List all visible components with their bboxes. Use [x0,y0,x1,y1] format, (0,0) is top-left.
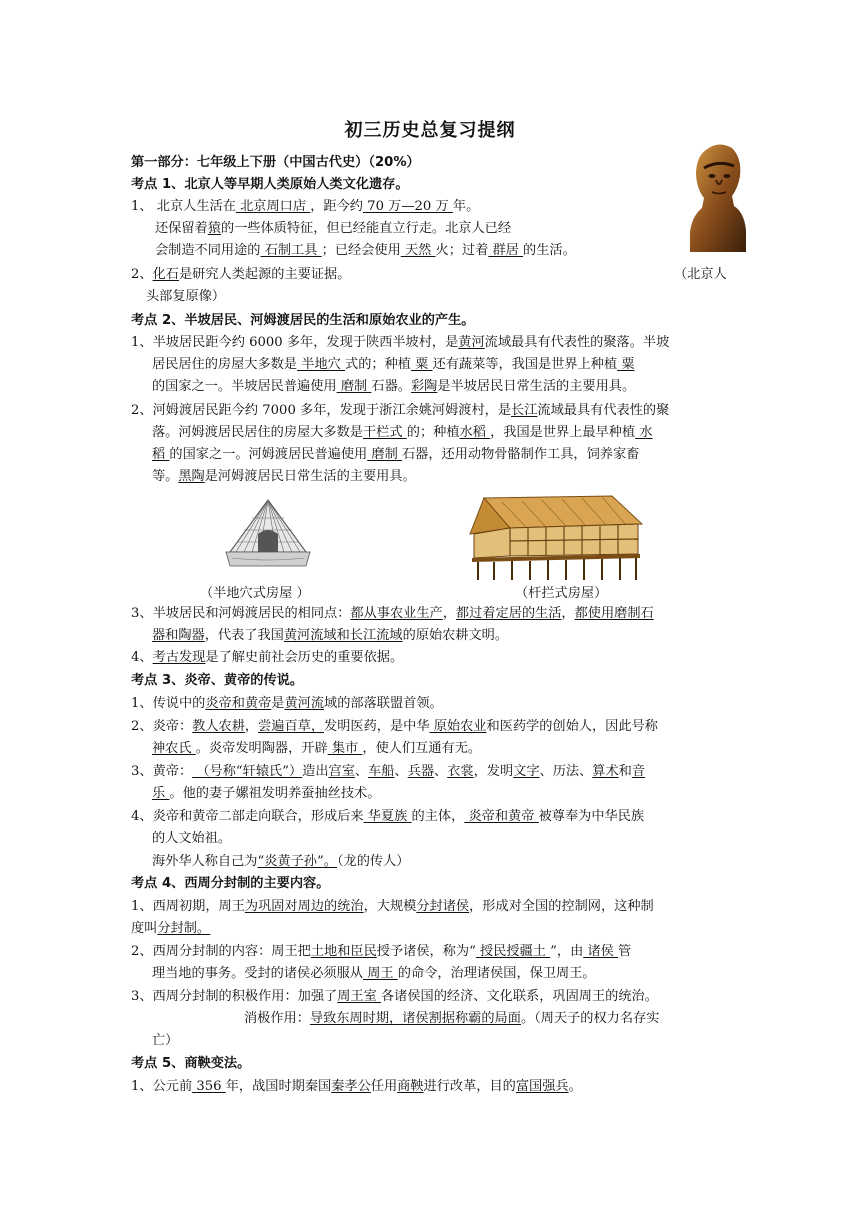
blank-answer: 导致东周时期，诸侯割据称霸的局面 [309,1011,521,1026]
kd2-p2-line-4 [152,466,416,488]
text: 还保留着 [155,221,208,236]
kd3-p5-line [152,851,409,873]
text: 的命令，治理诸侯国，保卫周王。 [397,966,596,981]
text: 1、传说中的 [131,696,206,711]
text: 、历法、 [539,764,593,779]
kd2-p1-line-1 [131,332,669,354]
text: 的一些体质特征，但已经能直立行走。北京人已经 [220,221,512,236]
text: 域的部落联盟首领。 [324,696,443,711]
text: 1、 北京人生活在 [131,199,236,214]
kaodian-5-heading: 考点 5、商鞅变法。 [131,1056,251,1071]
text: 会制造不同用途的 [155,243,261,258]
text: ”，由 [550,944,584,959]
text: 式的；种植 [345,357,411,372]
text: 、 [354,764,369,779]
blank-answer: 群居 [488,243,524,258]
blank-answer: 石制工具 [260,243,322,258]
kd3-p4-line-1 [131,806,644,828]
kd2-p2-line-1 [131,400,669,422]
blank-answer: 兵器 [407,764,435,779]
text: 任用 [370,1079,398,1094]
kd1-line-2 [155,218,511,240]
text: 4、 [131,650,153,665]
text: 居民居住的房屋大多数是 [152,357,298,372]
blank-answer: 北京周口店 [235,199,311,214]
text: 年。 [452,199,480,214]
blank-answer: 音 [631,764,646,779]
kd2-p1-line-3 [152,376,635,398]
text: 是 [271,696,285,711]
kaodian-1-heading: 考点 1、北京人等早期人类原始人类文化遗存。 [131,177,409,192]
text: 1、西周初期，周王 [131,899,245,914]
blank-answer: 黄河流域和长江流域 [283,628,403,643]
blank-answer: 分封诸侯 [416,899,470,914]
blank-answer: 炎帝和黄帝 [464,809,539,824]
text: 各诸侯国的经济、文化联系，巩固周王的统治。 [380,989,658,1004]
blank-answer: 半地穴 [297,357,346,372]
blank-answer: 车船 [368,764,395,779]
kd4-p1-line-1 [131,896,654,918]
text: 3、西周分封制的积极作用：加强了 [131,989,338,1004]
text: 4、炎帝和黄帝二部走向联合，形成后来 [131,809,364,824]
blank-answer: 神农氏 [152,741,196,756]
text: 是了解史前社会历史的重要依据。 [205,650,404,665]
blank-answer: 华夏族 [363,809,412,824]
text: 理当地的事务。受封的诸侯必须服从 [152,966,363,981]
stilt-house-image [462,494,646,582]
blank-answer: 都过着定居的生活 [455,606,562,621]
text: 是半坡居民日常生活的主要用具。 [437,379,636,394]
text: ， [442,606,456,621]
blank-answer: 天然 [400,243,436,258]
blank-answer: 彩陶 [410,379,438,394]
blank-answer: 都使用磨制石 [574,606,654,621]
kd3-p2-line-1 [131,716,658,738]
blank-answer: 黄河 [458,335,485,350]
blank-answer: 稻 [152,447,170,462]
text: 的生活。 [523,243,576,258]
kd5-p1-line [131,1076,582,1098]
text: 度叫 [131,921,158,936]
blank-answer: 诸侯 [583,944,619,959]
kd2-p3-line-2 [152,625,508,647]
blank-answer: 磨制 [367,447,402,462]
text: 造出 [302,764,329,779]
text: 消极作用： [244,1011,310,1026]
bust-caption-part-b: 头部复原像） [146,289,226,304]
text: 3、黄帝： [131,764,193,779]
text: 被尊奉为中华民族 [538,809,645,824]
text: 的原始农耕文明。 [402,628,509,643]
text: 2、 [131,267,153,282]
text: 发明医药，是中华 [324,719,430,734]
text: 2、西周分封制的内容：周王把 [131,944,311,959]
kd2-p1-line-2 [152,354,635,376]
text: 石器，还用动物骨骼制作工具，饲养家畜 [401,447,640,462]
blank-answer: 文字 [513,764,540,779]
kaodian-3-heading: 考点 3、炎帝、黄帝的传说。 [131,673,304,688]
blank-answer: “炎黄子孙”。 [257,854,337,869]
text: ， [561,606,575,621]
blank-answer: 教人农耕 [192,719,245,734]
text: 等。 [152,469,179,484]
text: 石器。 [371,379,411,394]
blank-answer: 356 [192,1079,226,1094]
kd4-p2-line-2 [152,963,596,985]
text: ；已经会使用 [321,243,401,258]
text: 、 [434,764,448,779]
text: 管 [618,944,632,959]
text: ， [244,719,259,734]
page-title: 初三历史总复习提纲 [344,120,516,141]
blank-answer: 授民授疆土 [475,944,551,959]
text: ，我国是世界上最早种植 [490,425,636,440]
blank-answer: （号称“轩辕氏”） [192,764,303,779]
text: 还有蔬菜等，我国是世界上种植 [432,357,618,372]
blank-answer: 乐 [152,786,170,801]
text: 的主体， [411,809,465,824]
text: 是研究人类起源的主要证据。 [178,267,351,282]
blank-answer: 宫室 [328,764,355,779]
text: ，形成对全国的控制网，这种制 [469,899,654,914]
text: 的国家之一。河姆渡居民普遍使用 [169,447,368,462]
kd3-p3-line-2 [152,783,380,805]
text: ，发明 [473,764,514,779]
kd4-p3-line-1 [131,986,658,1008]
text: 进行改革，目的 [423,1079,516,1094]
stilt-house-caption: （杆拦式房屋） [515,586,608,601]
kd2-p2-line-3 [152,444,639,466]
kd3-p3-line-1 [131,761,645,783]
text: 和医药学的创始人，因此号称 [486,719,658,734]
text: 。（周天子的权力名存实 [520,1011,660,1026]
text: 流域最具有代表性的聚落。半坡 [484,335,670,350]
blank-answer: 衣裳 [447,764,474,779]
kd2-p3-line-1 [131,603,654,625]
text: 和 [618,764,632,779]
text: 的国家之一。半坡居民普遍使用 [152,379,337,394]
blank-answer: 磨制 [336,379,372,394]
text: 、 [394,764,408,779]
text: 。 [568,1079,582,1094]
blank-answer: 考古发现 [152,650,206,665]
text: 落。河姆渡居民居住的房屋大多数是 [152,425,363,440]
text: （龙的传人） [336,854,410,869]
text: 。他的妻子嫘祖发明养蚕抽丝技术。 [169,786,381,801]
text: 海外华人称自己为 [152,854,258,869]
blank-answer: 粟 [617,357,635,372]
blank-answer: 为巩固对周边的统治 [244,899,364,914]
text: 2、炎帝： [131,719,193,734]
text: 2、河姆渡居民距今约 7000 多年，发现于浙江余姚河姆渡村，是 [131,403,512,418]
kd3-p2-line-2 [152,738,481,760]
text: 年，战国时期秦国 [225,1079,332,1094]
kd4-p1-line-2 [131,918,210,940]
blank-answer: 周王室 [337,989,381,1004]
blank-answer: 土地和臣民 [310,944,377,959]
blank-answer: 干栏式 [363,425,407,440]
kd4-p2-line-1 [131,941,631,963]
peking-man-bust-image [688,140,746,252]
blank-answer: 长江 [511,403,538,418]
blank-answer: 黑陶 [178,469,205,484]
blank-answer: 炎帝和黄帝 [205,696,272,711]
kd4-p3-line-3: 亡） [152,1033,179,1048]
kaodian-2-heading: 考点 2、半坡居民、河姆渡居民的生活和原始农业的产生。 [131,313,475,328]
section-heading: 第一部分：七年级上下册（中国古代史）（20%） [131,155,420,170]
blank-answer: 集市 [327,741,363,756]
text: 的；种植 [406,425,460,440]
semi-subterranean-house-image [222,496,314,574]
semi-subterranean-caption: （半地穴式房屋 ） [200,586,310,601]
kd1-line-1 [131,196,479,218]
kd4-p3-line-2 [244,1008,659,1030]
text: 流域最具有代表性的聚 [537,403,670,418]
text: 1、半坡居民距今约 6000 多年，发现于陕西半坡村，是 [131,335,459,350]
blank-answer: 水 [635,425,653,440]
kd3-p1-line [131,693,443,715]
blank-answer: 秦孝公 [331,1079,371,1094]
text: ，代表了我国 [204,628,284,643]
blank-answer: 富国强兵 [515,1079,569,1094]
blank-answer: 算术 [592,764,619,779]
blank-answer: 尝遍百草， [258,719,325,734]
text: 是河姆渡居民日常生活的主要用具。 [204,469,416,484]
text: 授予诸侯，称为“ [376,944,476,959]
kd3-p4-line-2: 的人文始祖。 [152,831,232,846]
blank-answer: 猿 [207,221,221,236]
blank-answer: 70 万—20 万 [362,199,453,214]
kd1-line-3 [155,240,576,262]
blank-answer: 化石 [152,267,179,282]
blank-answer: 水稻 [459,425,491,440]
blank-answer: 原始农业 [429,719,487,734]
blank-answer: 黄河流 [284,696,325,711]
blank-answer: 粟 [410,357,433,372]
text: ，大规模 [363,899,417,914]
text: ，使人们互通有无。 [362,741,482,756]
bust-caption-part-a: （北京人 [674,267,727,282]
text: 。炎帝发明陶器，开辟 [195,741,328,756]
text: 3、半坡居民和河姆渡居民的相同点： [131,606,351,621]
blank-answer: 都从事农业生产 [350,606,443,621]
blank-answer: 器和陶器 [152,628,205,643]
kd1-line-4 [131,264,350,286]
text: ，距今约 [310,199,363,214]
blank-answer: 周王 [363,966,398,981]
kaodian-4-heading: 考点 4、西周分封制的主要内容。 [131,876,330,891]
kd2-p2-line-2 [152,422,653,444]
text: 火；过着 [435,243,489,258]
kd2-p4-line [131,647,403,669]
blank-answer: 商鞅 [397,1079,424,1094]
blank-answer: 分封制。 [157,921,211,936]
text: 1、公元前 [131,1079,193,1094]
